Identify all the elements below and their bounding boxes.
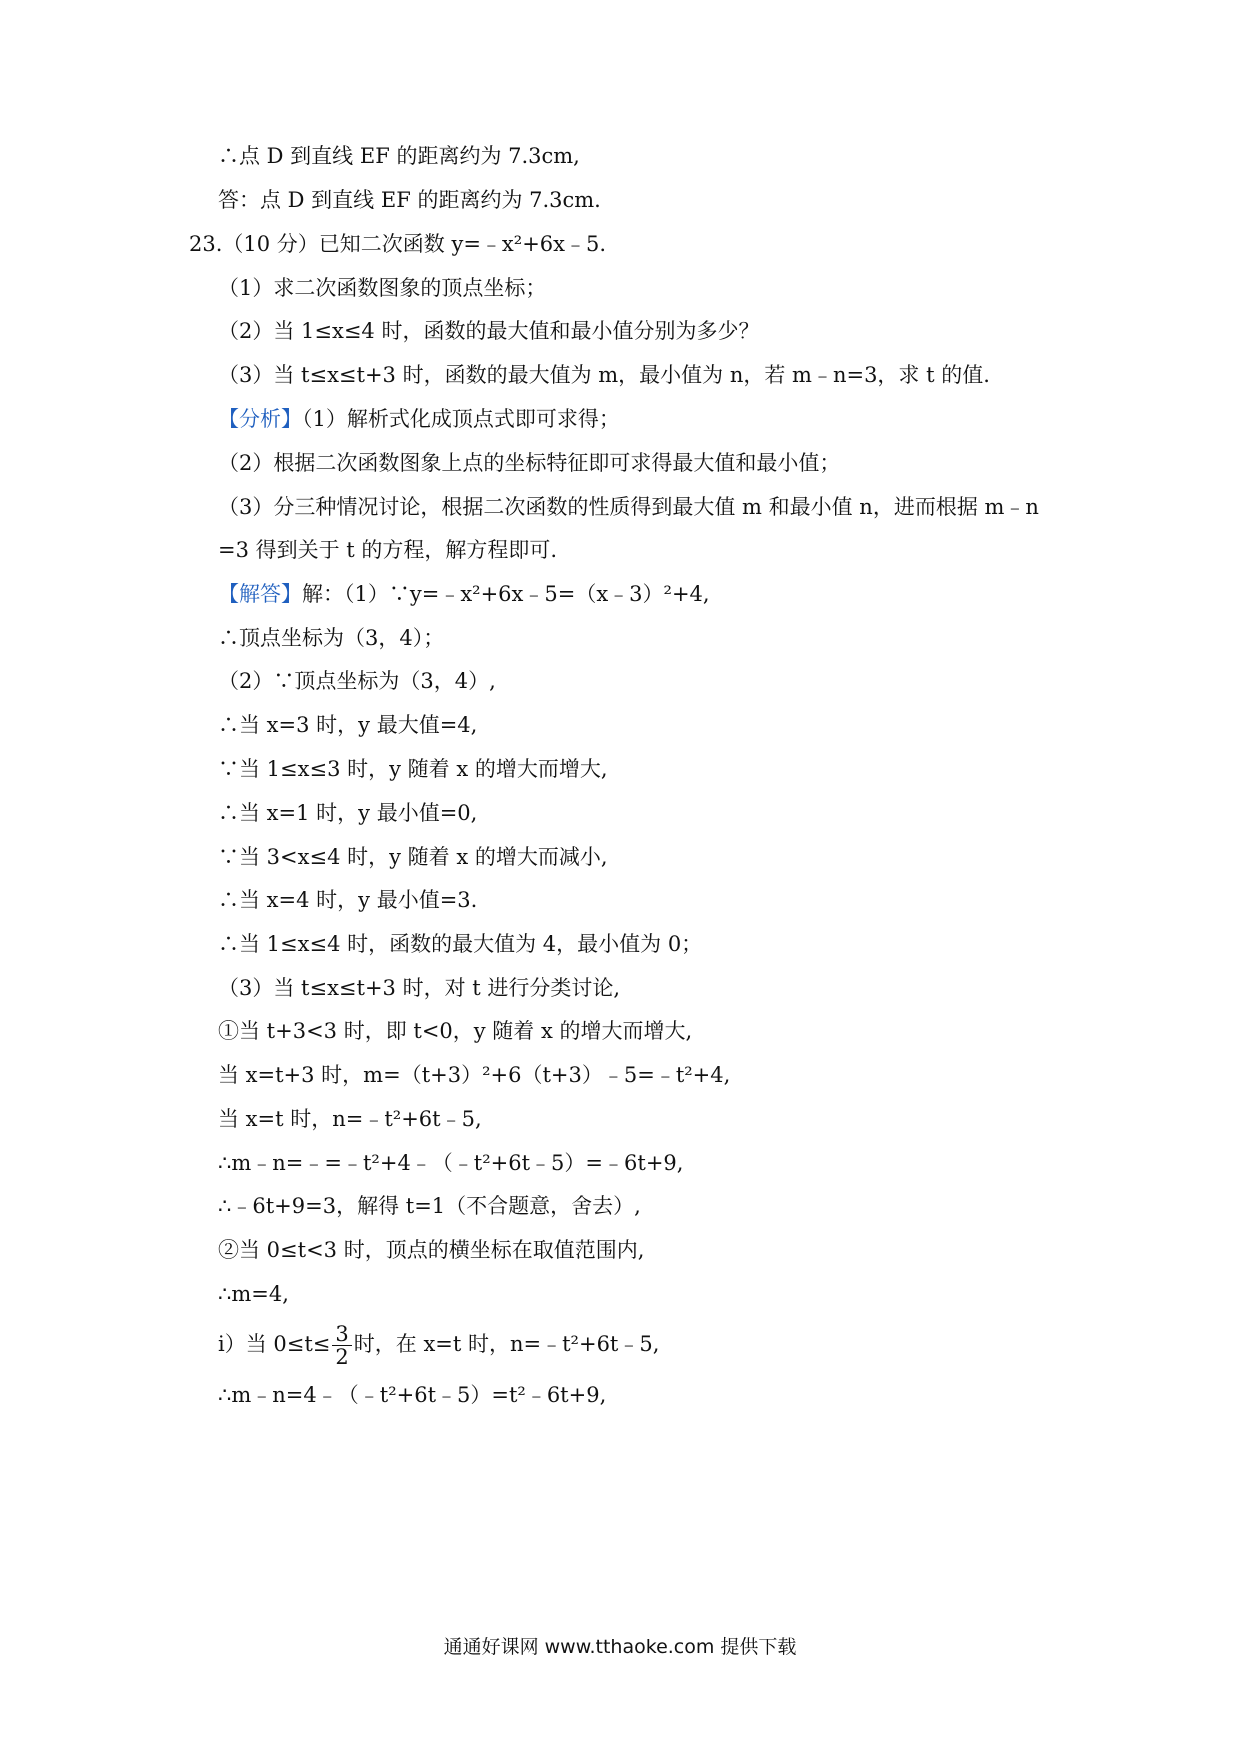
fraction-numerator: 3 bbox=[332, 1323, 351, 1346]
text-line: （3）分三种情况讨论，根据二次函数的性质得到最大值 m 和最小值 n，进而根据 m﹣n bbox=[218, 495, 1039, 519]
fraction-three-halves bbox=[332, 1323, 351, 1368]
answer-line bbox=[218, 579, 1120, 609]
text-line: （3）当 t≤x≤t+3 时，对 t 进行分类讨论, bbox=[218, 976, 621, 1000]
answer-tag: 【解答】 bbox=[218, 582, 302, 606]
text-line: ∴﹣6t+9=3，解得 t=1（不合题意，舍去）, bbox=[218, 1194, 641, 1218]
text-line: （2）∵顶点坐标为（3，4）, bbox=[218, 669, 496, 693]
question-title: 23.（10 分）已知二次函数 y=﹣x²+6x﹣5. bbox=[189, 232, 607, 256]
text-line: 当 x=t+3 时，m=（t+3）²+6（t+3）﹣5=﹣t²+4, bbox=[218, 1063, 731, 1087]
text-line: ∴当 x=4 时，y 最小值=3. bbox=[218, 888, 478, 912]
text-line: ∴顶点坐标为（3，4）； bbox=[218, 626, 445, 650]
text-line: ∵当 1≤x≤3 时，y 随着 x 的增大而增大, bbox=[218, 757, 608, 781]
text-line: ∴当 x=1 时，y 最小值=0, bbox=[218, 801, 478, 825]
analysis-text: （1）解析式化成顶点式即可求得； bbox=[302, 407, 620, 431]
fraction-line-start: i）当 0≤t≤ bbox=[218, 1332, 331, 1356]
analysis-tag: 【分析】 bbox=[218, 407, 302, 431]
text-line: ∴m﹣n=4﹣（﹣t²+6t﹣5）=t²﹣6t+9, bbox=[218, 1383, 607, 1407]
text-line: （3）当 t≤x≤t+3 时，函数的最大值为 m，最小值为 n，若 m﹣n=3，求 t 的值. bbox=[218, 363, 990, 387]
text-line: ①当 t+3<3 时，即 t<0，y 随着 x 的增大而增大, bbox=[218, 1019, 693, 1043]
text-line: 当 x=t 时，n=﹣t²+6t﹣5, bbox=[218, 1107, 482, 1131]
footer-watermark: 通通好课网 www.tthaoke.com 提供下载 bbox=[443, 1636, 797, 1658]
text-line: ∵当 3<x≤4 时，y 随着 x 的增大而减小, bbox=[218, 845, 608, 869]
text-line: ∴m﹣n=﹣=﹣t²+4﹣（﹣t²+6t﹣5）=﹣6t+9, bbox=[218, 1151, 684, 1175]
text-line: ②当 0≤t<3 时，顶点的横坐标在取值范围内, bbox=[218, 1238, 645, 1262]
text-line: =3 得到关于 t 的方程，解方程即可. bbox=[218, 538, 558, 562]
text-line: （2）当 1≤x≤4 时，函数的最大值和最小值分别为多少？ bbox=[218, 319, 760, 343]
text-line: ∴当 x=3 时，y 最大值=4, bbox=[218, 713, 478, 737]
fraction-line bbox=[218, 1318, 1120, 1370]
fraction-denominator: 2 bbox=[335, 1345, 349, 1369]
text-line: （2）根据二次函数图象上点的坐标特征即可求得最大值和最小值； bbox=[218, 451, 841, 475]
answer-text: 解：（1）∵y=﹣x²+6x﹣5=（x﹣3）²+4, bbox=[302, 582, 710, 606]
text-line: 答：点 D 到直线 EF 的距离约为 7.3cm. bbox=[218, 188, 601, 212]
analysis-line bbox=[218, 404, 1120, 434]
text-line: （1）求二次函数图象的顶点坐标； bbox=[218, 276, 547, 300]
text-line: ∴m=4, bbox=[218, 1282, 289, 1306]
text-line: ∴当 1≤x≤4 时，函数的最大值为 4，最小值为 0； bbox=[218, 932, 703, 956]
fraction-line-end: 时，在 x=t 时，n=﹣t²+6t﹣5, bbox=[353, 1332, 660, 1356]
text-line: ∴点 D 到直线 EF 的距离约为 7.3cm, bbox=[218, 144, 580, 168]
